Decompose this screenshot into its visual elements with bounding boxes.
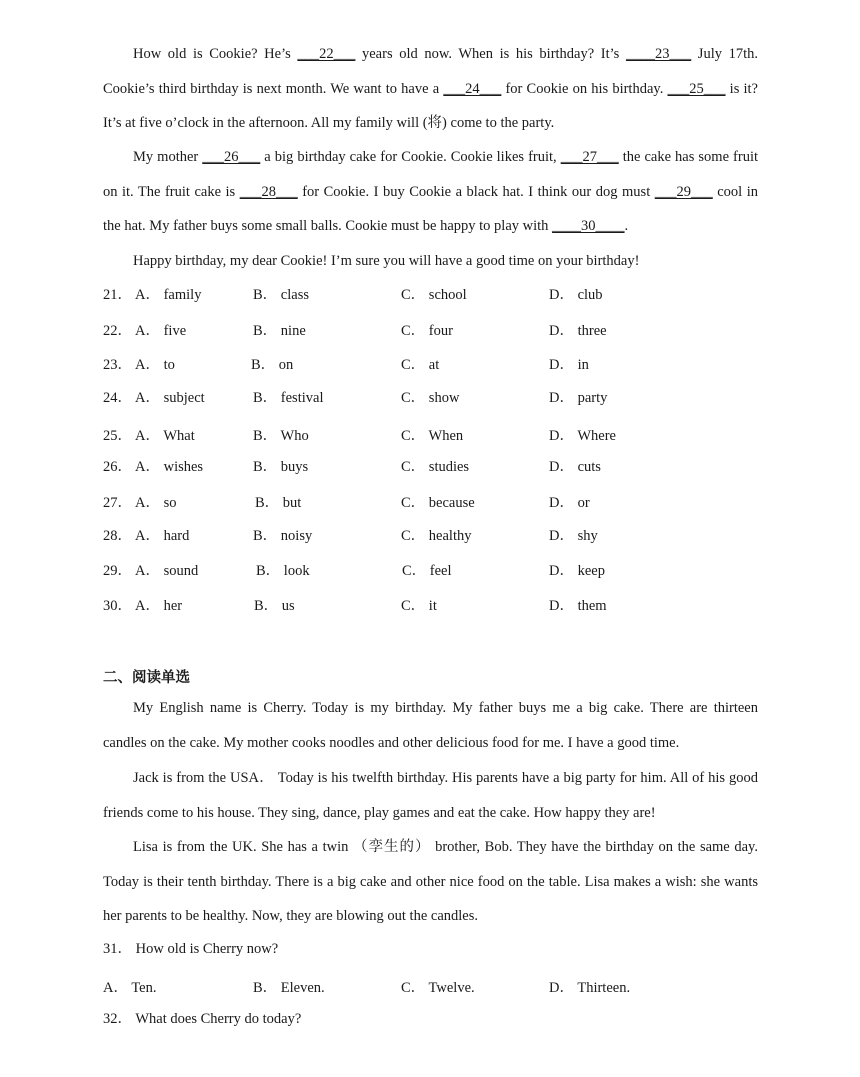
- option-c[interactable]: C． school: [401, 287, 467, 303]
- question-number: 21．: [103, 287, 132, 303]
- question-number: 23．: [103, 357, 132, 373]
- blank-22: ___22___: [297, 46, 356, 62]
- option-c[interactable]: C． feel: [402, 563, 452, 579]
- text: for Cookie on his birthday.: [501, 80, 668, 97]
- option-a[interactable]: A． so: [135, 495, 177, 511]
- question-number: 25．: [103, 428, 132, 444]
- option-b[interactable]: B． class: [253, 287, 309, 303]
- text: is it? It’s at five o’clock in the afternoon. All my family will (将) come to the party.: [103, 80, 758, 131]
- question-31: 31． How old is Cherry now?: [103, 941, 279, 957]
- text: My mother: [133, 149, 203, 165]
- question-number: 27．: [103, 495, 132, 511]
- blank-24: ___24___: [443, 80, 502, 97]
- question-32: 32． What does Cherry do today?: [103, 1011, 302, 1027]
- blank-30: ____30____: [552, 218, 625, 234]
- blank-25: ___25___: [667, 80, 726, 97]
- option-d[interactable]: D． party: [549, 390, 608, 406]
- option-d[interactable]: D． cuts: [549, 459, 601, 475]
- option-b[interactable]: B． Who: [253, 428, 309, 444]
- text: cool in the hat. My father buys some small balls. Cookie must be happy to play with: [103, 183, 758, 234]
- cloze-paragraph-2: [103, 140, 758, 244]
- option-c[interactable]: C． When: [401, 428, 464, 444]
- text: Lisa is from the UK. She has a twin （孪生的） brother, Bob. They have the birthday on the same day. Today is their tenth birthday. There is a big cake and other nice food on the table. Lisa makes a wish: she wants her parents to be healthy. Now, they are blowing out the candles.: [103, 839, 758, 924]
- option-a[interactable]: A． her: [135, 598, 183, 614]
- question-number: 24．: [103, 390, 132, 406]
- option-b[interactable]: B． nine: [253, 323, 306, 339]
- option-d[interactable]: D． in: [549, 357, 589, 373]
- question-number: 29．: [103, 563, 132, 579]
- option-a[interactable]: A． family: [135, 287, 202, 303]
- option-b[interactable]: B． buys: [253, 459, 309, 475]
- blank-29: ___29___: [654, 183, 713, 200]
- option-b[interactable]: B． Eleven.: [253, 980, 325, 996]
- cloze-paragraph-1: [103, 37, 758, 141]
- option-c[interactable]: C． because: [401, 495, 475, 511]
- text: Jack is from the USA． Today is his twelfth birthday. His parents have a big party for him. All of his good friends come to his house. They sing, dance, play games and eat the cake. How happy they are!: [103, 770, 758, 821]
- text: for Cookie. I buy Cookie a black hat. I think our dog must: [297, 183, 655, 200]
- blank-26: ___26___: [202, 149, 261, 165]
- text: a big birthday cake for Cookie. Cookie likes fruit,: [260, 149, 561, 165]
- text: July 17th. Cookie’s third birthday is next month. We want to have a: [103, 46, 758, 97]
- cloze-paragraph-3: [103, 244, 758, 279]
- option-c[interactable]: C． it: [401, 598, 437, 614]
- blank-27: ___27___: [560, 149, 619, 165]
- option-c[interactable]: C． four: [401, 323, 453, 339]
- blank-23: ____23___: [625, 46, 692, 62]
- option-c[interactable]: C． show: [401, 390, 460, 406]
- option-c[interactable]: C． at: [401, 357, 440, 373]
- text: Happy birthday, my dear Cookie! I’m sure you will have a good time on your birthday!: [133, 253, 640, 269]
- option-a[interactable]: A． to: [135, 357, 175, 373]
- reading-paragraph-1: [103, 691, 758, 760]
- reading-paragraph-2: [103, 761, 758, 830]
- option-d[interactable]: D． Where: [549, 428, 616, 444]
- option-d[interactable]: D． club: [549, 287, 603, 303]
- option-a[interactable]: A． subject: [135, 390, 205, 406]
- text: years old now. When is his birthday? It’s: [355, 46, 626, 62]
- option-b[interactable]: B． on: [251, 357, 294, 373]
- option-c[interactable]: C． Twelve.: [401, 980, 475, 996]
- option-c[interactable]: C． healthy: [401, 528, 472, 544]
- option-d[interactable]: D． or: [549, 495, 590, 511]
- option-a[interactable]: A． hard: [135, 528, 190, 544]
- text: .: [624, 218, 629, 234]
- section-heading: 二、阅读单选: [103, 670, 190, 686]
- text: the cake has some fruit on it. The fruit cake is: [103, 149, 759, 200]
- text: My English name is Cherry. Today is my birthday. My father buys me a big cake. There are thirteen candles on the cake. My mother cooks noodles and other delicious food for me. I have a good time.: [103, 700, 758, 751]
- text: How old is Cookie? He’s: [133, 46, 298, 62]
- question-number: 30．: [103, 598, 132, 614]
- option-a[interactable]: A． wishes: [135, 459, 204, 475]
- option-b[interactable]: B． us: [254, 598, 295, 614]
- option-c[interactable]: C． studies: [401, 459, 470, 475]
- option-d[interactable]: D． keep: [549, 563, 605, 579]
- option-a[interactable]: A． sound: [135, 563, 199, 579]
- option-b[interactable]: B． festival: [253, 390, 324, 406]
- blank-28: ___28___: [239, 183, 298, 200]
- option-a[interactable]: A． five: [135, 323, 187, 339]
- question-number: 26．: [103, 459, 132, 475]
- question-number: 22．: [103, 323, 132, 339]
- option-a[interactable]: A． Ten.: [103, 980, 157, 996]
- option-d[interactable]: D． them: [549, 598, 607, 614]
- option-b[interactable]: B． but: [255, 495, 302, 511]
- reading-paragraph-3: [103, 830, 758, 934]
- option-d[interactable]: D． shy: [549, 528, 598, 544]
- option-d[interactable]: D． Thirteen.: [549, 980, 631, 996]
- option-b[interactable]: B． look: [256, 563, 310, 579]
- option-b[interactable]: B． noisy: [253, 528, 313, 544]
- question-number: 28．: [103, 528, 132, 544]
- option-a[interactable]: A． What: [135, 428, 195, 444]
- option-d[interactable]: D． three: [549, 323, 607, 339]
